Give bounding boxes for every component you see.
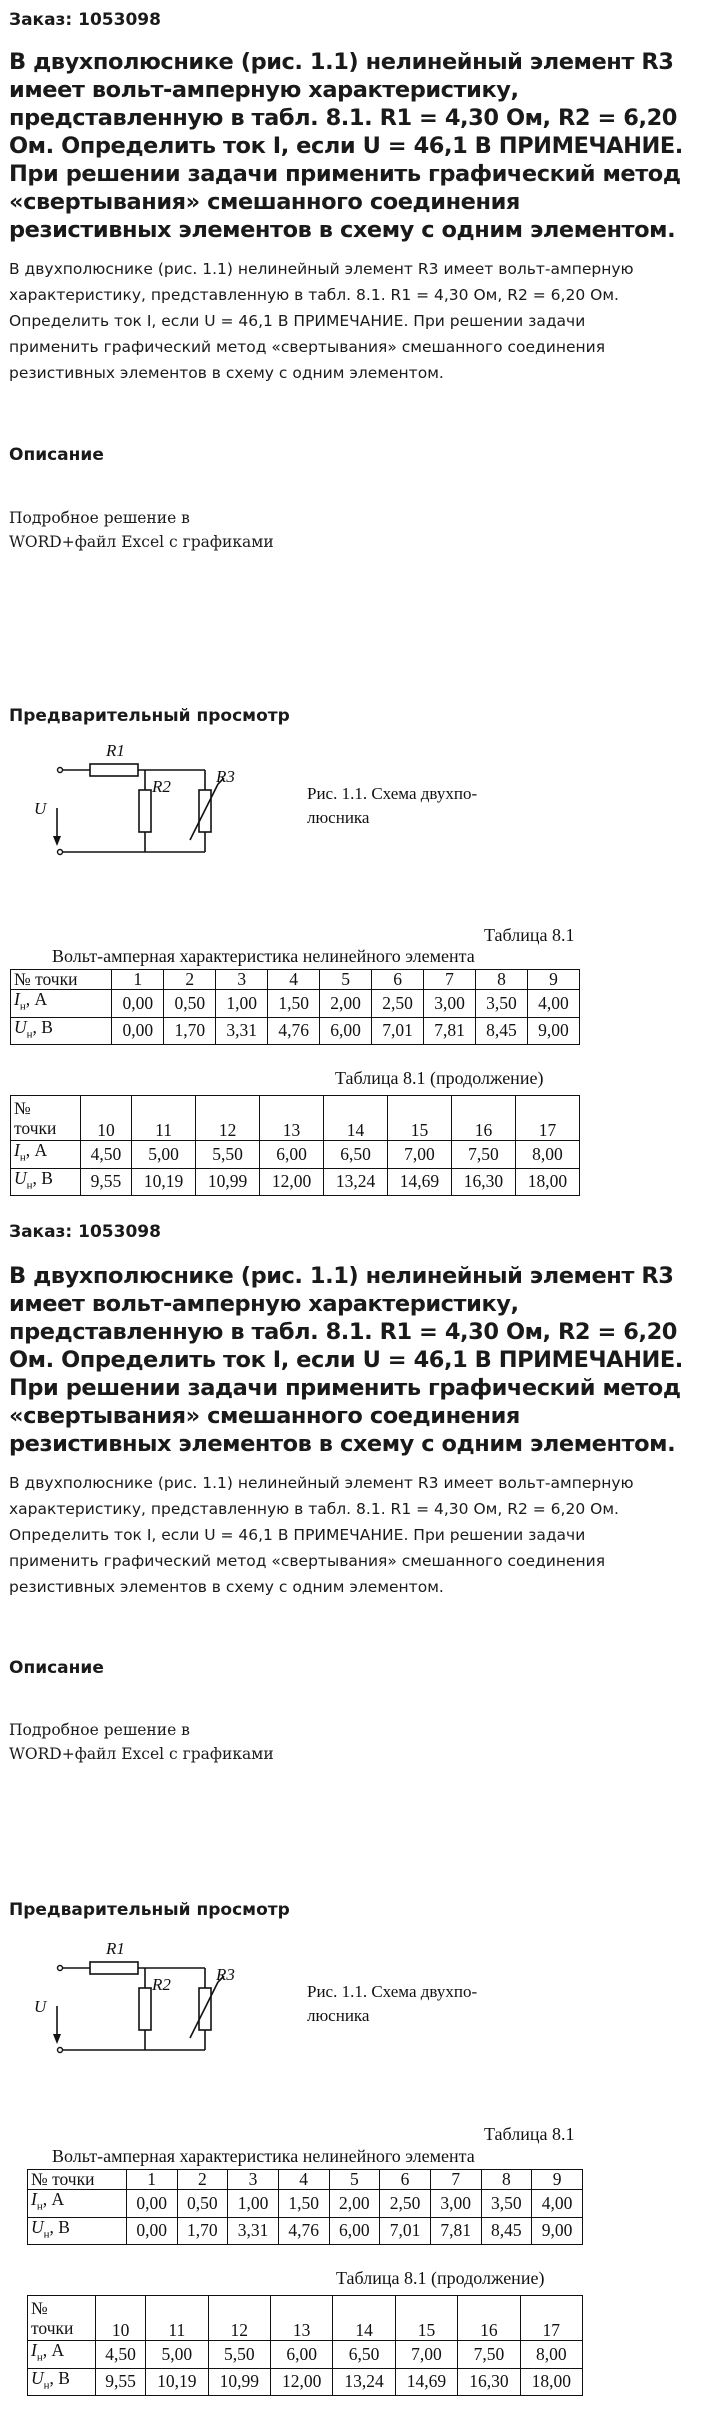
table1-label: Таблица 8.1 — [484, 2124, 575, 2144]
table1-title: Вольт-амперная характеристика нелинейного элемента — [52, 946, 475, 966]
preview-heading: Предварительный просмотр — [9, 1900, 290, 1920]
table-row: № точки 10 11 12 13 14 15 16 17 — [11, 1096, 580, 1141]
u-label: U — [34, 1997, 47, 2016]
table-row: № точки 1 2 3 4 5 6 7 8 9 — [11, 970, 580, 990]
table-row: $I_н$, А 4,50 5,00 5,50 6,00 6,50 7,00 7,50 8,00 — [28, 2341, 583, 2369]
description-line: Подробное решение в — [9, 509, 190, 527]
vah-table-1 — [27, 2169, 583, 2245]
table-row: $I_н$, А 0,00 0,50 1,00 1,50 2,00 2,50 3,00 3,50 4,00 — [11, 990, 580, 1018]
circuit-diagram — [20, 1938, 280, 2068]
description-text — [9, 506, 274, 554]
r3-label: R3 — [216, 767, 235, 786]
description-line: Подробное решение в — [9, 1721, 190, 1739]
table-row: $U_н$, В 0,00 1,70 3,31 4,76 6,00 7,01 7,81 8,45 9,00 — [11, 1017, 580, 1045]
table-row: $I_н$, А 4,50 5,00 5,50 6,00 6,50 7,00 7,50 8,00 — [11, 1141, 580, 1169]
r2-label: R2 — [152, 1975, 171, 1994]
r3-label: R3 — [216, 1965, 235, 1984]
table-row: $I_н$, А 0,00 0,50 1,00 1,50 2,00 2,50 3,00 3,50 4,00 — [28, 2190, 583, 2218]
preview-image — [0, 1938, 701, 2416]
r1-label: R1 — [106, 1939, 125, 1958]
product-title: В двухполюснике (рис. 1.1) нелинейный элемент R3 имеет вольт-амперную характеристику, представленную в табл. 8.1. R1 = 4,30 Ом, R2 = 6,20 Ом. Определить ток I, если U = 46,1 В ПРИМЕЧАНИЕ. При решении задачи применить графический метод «свертывания» смешанного соединения резистивных элементов в схему с одним элементом. — [9, 49, 683, 243]
figure-caption: Рис. 1.1. Схема двухпо- люсника — [307, 1982, 478, 2025]
r2-label: R2 — [152, 777, 171, 796]
order-label: Заказ: 1053098 — [9, 10, 161, 30]
table-row: $U_н$, В 9,55 10,19 10,99 12,00 13,24 14,69 16,30 18,00 — [28, 2368, 583, 2396]
r1-resistor — [90, 1962, 138, 1974]
table1-title: Вольт-амперная характеристика нелинейного элемента — [52, 2146, 475, 2166]
description-line: WORD+файл Excel с графиками — [9, 1745, 274, 1763]
table2-label: Таблица 8.1 (продолжение) — [335, 1068, 544, 1088]
product-body: В двухполюснике (рис. 1.1) нелинейный элемент R3 имеет вольт-амперную характеристику, представленную в табл. 8.1. R1 = 4,30 Ом, R2 = 6,20 Ом. Определить ток I, если U = 46,1 В ПРИМЕЧАНИЕ. При решении задачи применить графический метод «свертывания» смешанного соединения резистивных элементов в схему с одним элементом. — [9, 1474, 634, 1596]
u-label: U — [34, 799, 47, 818]
r1-label: R1 — [106, 741, 125, 760]
table-row: $U_н$, В 9,55 10,19 10,99 12,00 13,24 14,69 16,30 18,00 — [11, 1168, 580, 1196]
order-label: Заказ: 1053098 — [9, 1222, 161, 1242]
table2-label: Таблица 8.1 (продолжение) — [336, 2268, 545, 2288]
product-block-2 — [0, 1212, 701, 2418]
vah-table-2 — [27, 2295, 583, 2396]
circuit-diagram — [20, 740, 280, 870]
description-heading: Описание — [9, 1658, 104, 1678]
table1-label: Таблица 8.1 — [484, 925, 575, 945]
r1-resistor — [90, 764, 138, 776]
table-row: № точки 1 2 3 4 5 6 7 8 9 — [28, 2170, 583, 2190]
preview-image — [0, 740, 701, 1210]
table-row: $U_н$, В 0,00 1,70 3,31 4,76 6,00 7,01 7,81 8,45 9,00 — [28, 2217, 583, 2245]
preview-heading: Предварительный просмотр — [9, 706, 290, 726]
vah-table-1 — [10, 969, 580, 1045]
r2-resistor — [139, 790, 151, 832]
description-line: WORD+файл Excel с графиками — [9, 533, 274, 551]
product-body: В двухполюснике (рис. 1.1) нелинейный элемент R3 имеет вольт-амперную характеристику, представленную в табл. 8.1. R1 = 4,30 Ом, R2 = 6,20 Ом. Определить ток I, если U = 46,1 В ПРИМЕЧАНИЕ. При решении задачи применить графический метод «свертывания» смешанного соединения резистивных элементов в схему с одним элементом. — [9, 260, 634, 382]
description-text — [9, 1718, 274, 1766]
figure-caption: Рис. 1.1. Схема двухпо- люсника — [307, 784, 478, 827]
r2-resistor — [139, 1988, 151, 2030]
description-heading: Описание — [9, 445, 104, 465]
product-title: В двухполюснике (рис. 1.1) нелинейный элемент R3 имеет вольт-амперную характеристику, представленную в табл. 8.1. R1 = 4,30 Ом, R2 = 6,20 Ом. Определить ток I, если U = 46,1 В ПРИМЕЧАНИЕ. При решении задачи применить графический метод «свертывания» смешанного соединения резистивных элементов в схему с одним элементом. — [9, 1263, 683, 1457]
table-row: № точки 10 11 12 13 14 15 16 17 — [28, 2296, 583, 2341]
vah-table-2 — [10, 1095, 580, 1196]
